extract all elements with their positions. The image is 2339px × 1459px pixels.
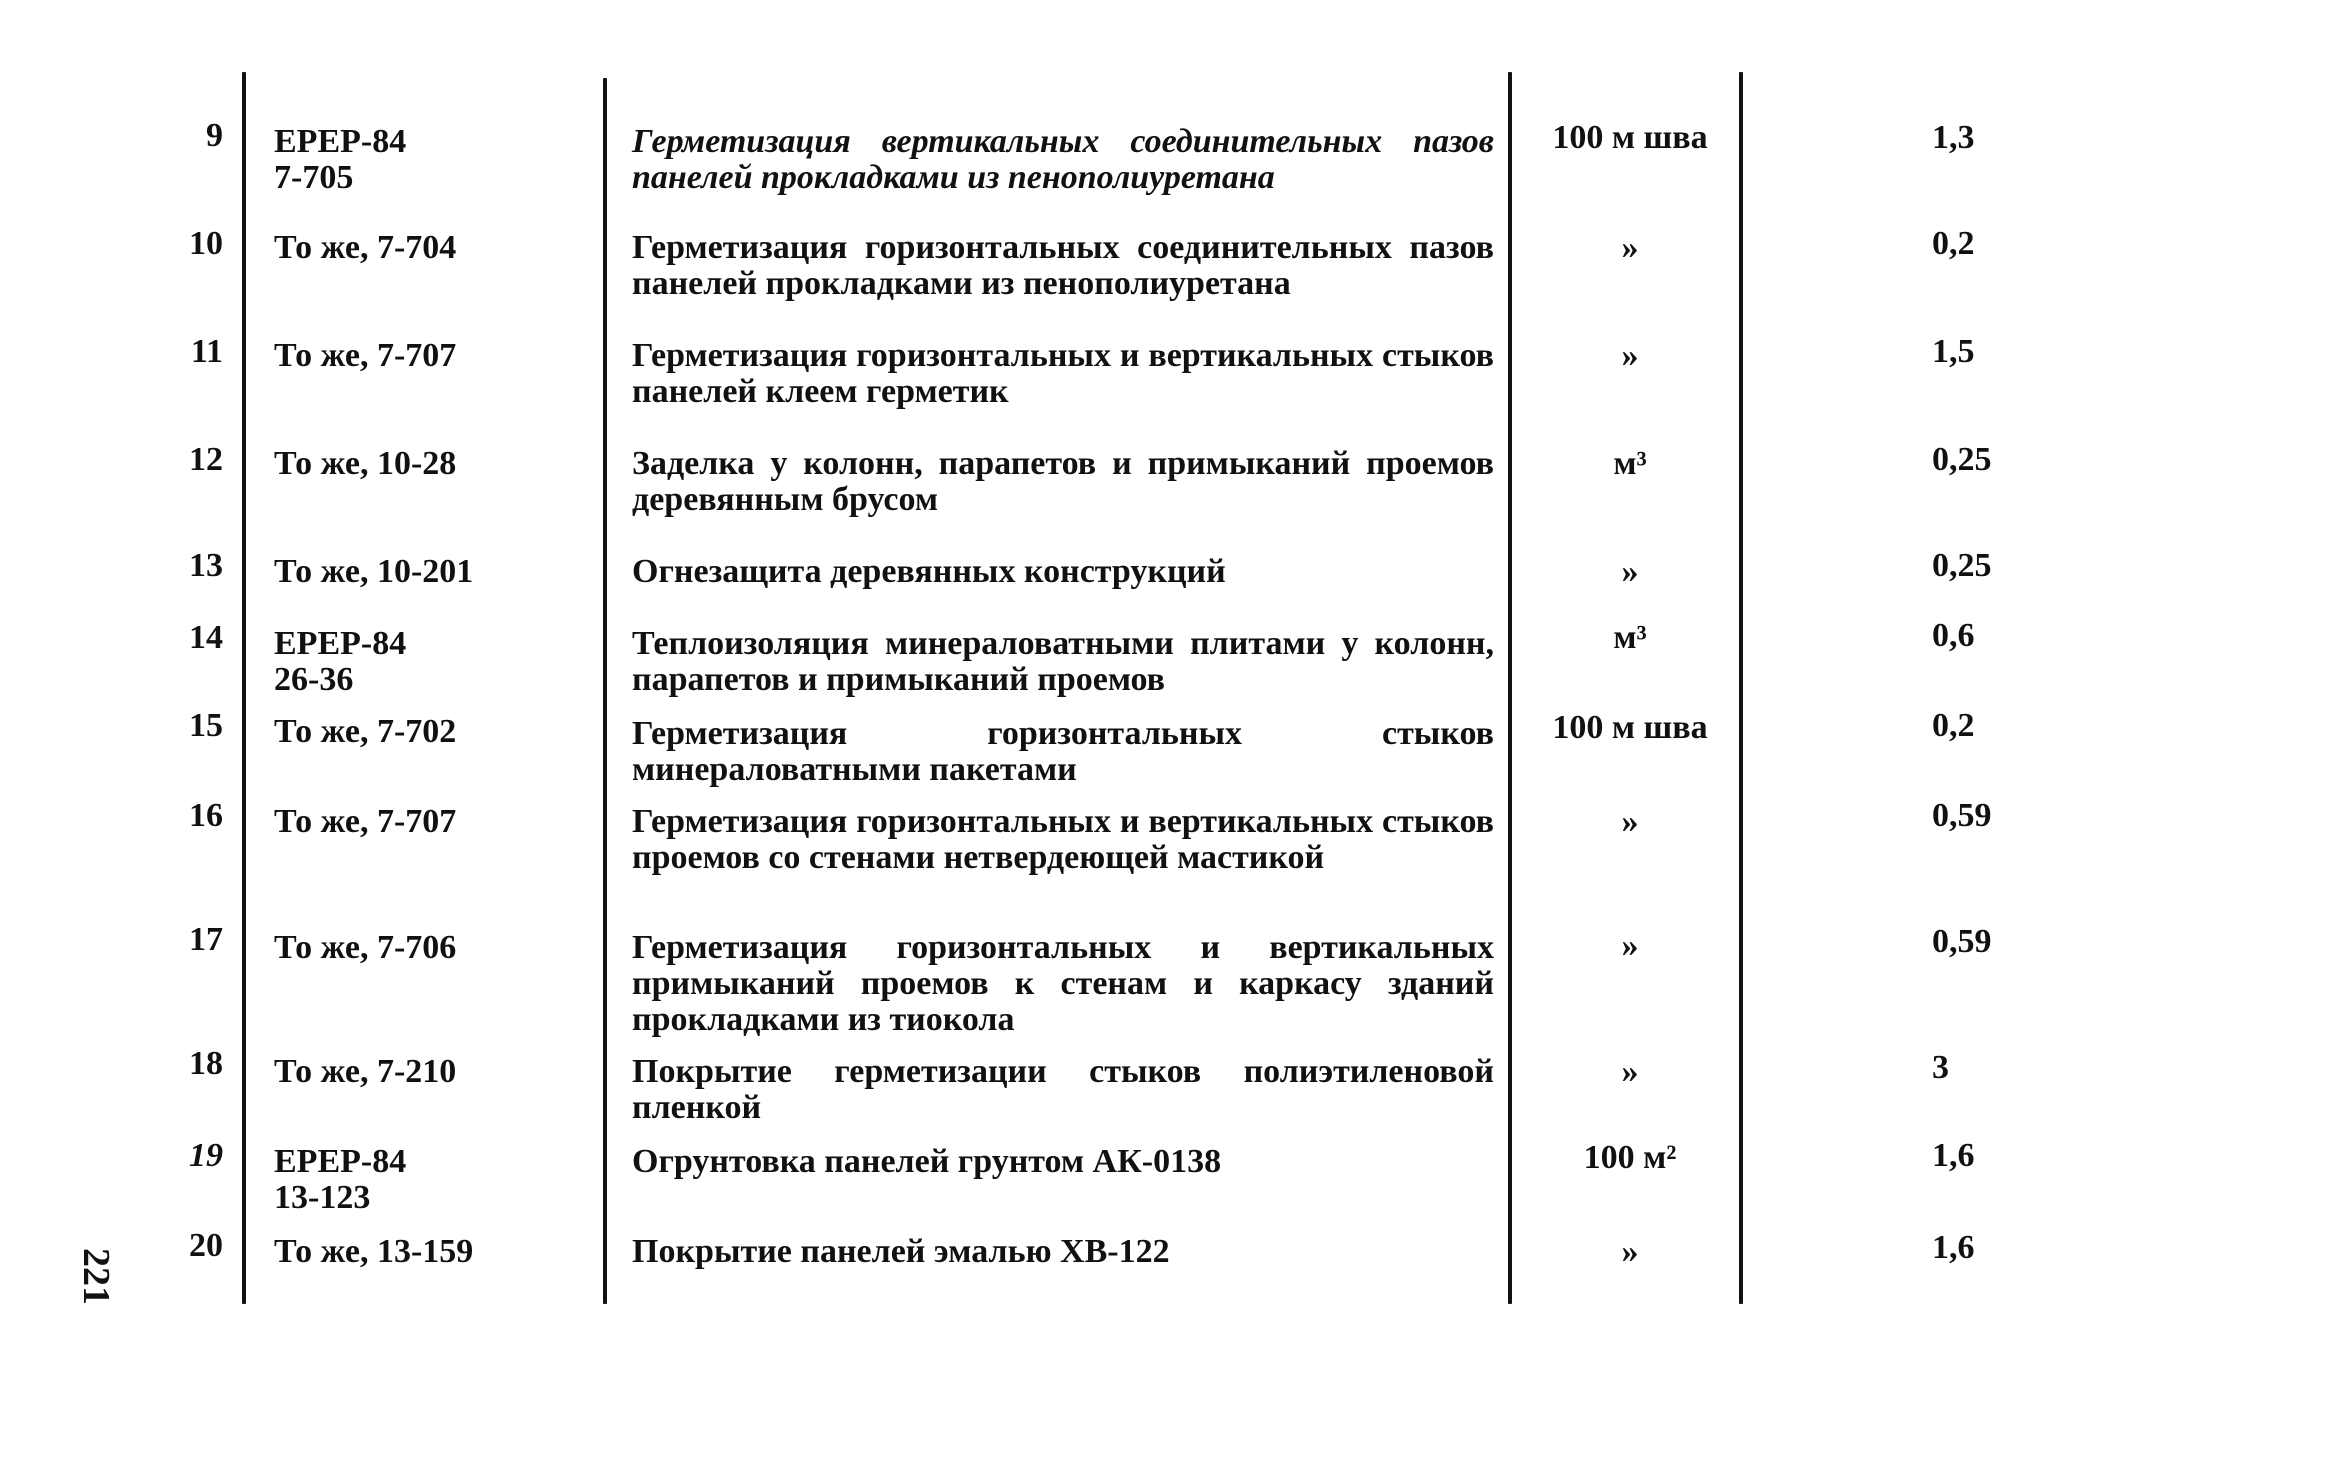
row-unit: »: [1621, 337, 1639, 374]
row-code: То же, 10-201: [274, 553, 474, 590]
row-unit: м³: [1613, 619, 1647, 656]
row-unit: 100 м шва: [1552, 709, 1708, 746]
row-code: ЕРЕР-84 7-705: [274, 123, 407, 196]
row-unit: м³: [1613, 445, 1647, 482]
row-unit: »: [1621, 1053, 1639, 1090]
row-code: То же, 7-210: [274, 1053, 457, 1090]
row-number: 15: [189, 707, 223, 744]
row-code: То же, 7-704: [274, 229, 457, 266]
row-unit: »: [1621, 803, 1639, 840]
page-number: 221: [75, 1248, 117, 1305]
row-value: 1,3: [1932, 119, 1975, 156]
row-number: 20: [189, 1227, 223, 1264]
row-code: То же, 7-702: [274, 713, 457, 750]
row-value: 0,25: [1932, 441, 1992, 478]
row-description: Герметизация горизонтальных соединительных пазов панелей прокладками из пенополиуретана: [632, 229, 1494, 302]
row-value: 1,5: [1932, 333, 1975, 370]
row-code: То же, 10-28: [274, 445, 457, 482]
row-value: 0,25: [1932, 547, 1992, 584]
row-description: Покрытие герметизации стыков полиэтиленовой пленкой: [632, 1053, 1494, 1126]
row-value: 3: [1932, 1049, 1949, 1086]
row-code: ЕРЕР-84 13-123: [274, 1143, 407, 1216]
row-number: 16: [189, 797, 223, 834]
row-description: Покрытие панелей эмалью ХВ-122: [632, 1233, 1170, 1270]
row-number: 17: [189, 921, 223, 958]
row-number: 12: [189, 441, 223, 478]
row-description: Огнезащита деревянных конструкций: [632, 553, 1226, 590]
column-rule-2: [603, 78, 607, 1304]
column-rule-1: [242, 72, 246, 1304]
row-number: 11: [190, 333, 223, 370]
row-unit: 100 м²: [1583, 1139, 1677, 1176]
row-unit: »: [1621, 1233, 1639, 1270]
row-number: 9: [206, 117, 223, 154]
row-number: 14: [189, 619, 223, 656]
row-unit: »: [1621, 927, 1639, 964]
row-value: 0,59: [1932, 797, 1992, 834]
row-description: Герметизация горизонтальных и вертикальных стыков проемов со стенами нетвердеющей мастикой: [632, 803, 1494, 876]
row-value: 0,2: [1932, 707, 1975, 744]
row-number: 18: [189, 1045, 223, 1082]
row-code: То же, 7-706: [274, 929, 457, 966]
column-rule-3: [1508, 72, 1512, 1304]
row-number: 13: [189, 547, 223, 584]
row-unit: »: [1621, 229, 1639, 266]
row-description: Герметизация горизонтальных и вертикальных примыканий проемов к стенам и каркасу зданий прокладками из тиокола: [632, 929, 1494, 1038]
row-value: 1,6: [1932, 1229, 1975, 1266]
row-code: То же, 7-707: [274, 337, 457, 374]
row-value: 1,6: [1932, 1137, 1975, 1174]
row-value: 0,2: [1932, 225, 1975, 262]
row-code: То же, 7-707: [274, 803, 457, 840]
row-value: 0,6: [1932, 617, 1975, 654]
row-description: Теплоизоляция минераловатными плитами у колонн, парапетов и примыканий проемов: [632, 625, 1494, 698]
row-unit: »: [1621, 553, 1639, 590]
row-description: Герметизация вертикальных соединительных пазов панелей прокладками из пенополиуретана: [632, 123, 1494, 196]
row-number: 10: [189, 225, 223, 262]
row-code: То же, 13-159: [274, 1233, 474, 1270]
row-description: Огрунтовка панелей грунтом АК-0138: [632, 1143, 1222, 1180]
row-code: ЕРЕР-84 26-36: [274, 625, 407, 698]
row-value: 0,59: [1932, 923, 1992, 960]
row-description: Заделка у колонн, парапетов и примыканий проемов деревянным брусом: [632, 445, 1494, 518]
row-unit: 100 м шва: [1552, 119, 1708, 156]
row-description: Герметизация горизонтальных и вертикальных стыков панелей клеем герметик: [632, 337, 1494, 410]
row-number: 19: [189, 1137, 223, 1174]
row-description: Герметизация горизонтальных стыков минераловатными пакетами: [632, 715, 1494, 788]
